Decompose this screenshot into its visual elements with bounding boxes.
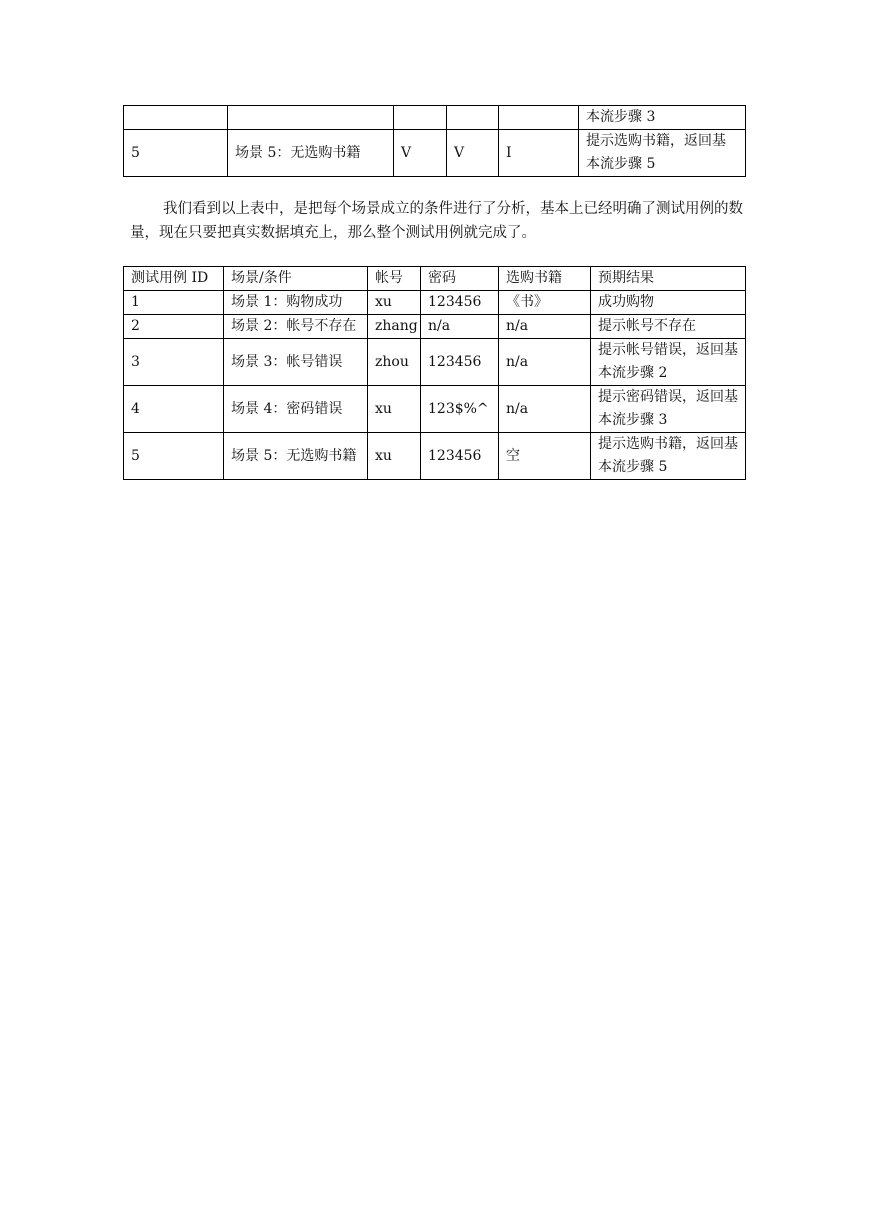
column-header: 帐号: [368, 267, 421, 291]
table-cell: 空: [499, 433, 591, 480]
table-cell: 提示选购书籍，返回基本流步骤 5: [591, 433, 746, 480]
table-cell: n/a: [499, 339, 591, 386]
table-cell: zhou: [368, 339, 421, 386]
table-cell: 本流步骤 3: [579, 106, 746, 130]
table-row: [124, 130, 746, 177]
table-cell: n/a: [421, 315, 499, 339]
table-cell: I: [499, 130, 579, 177]
table-cell: [447, 106, 499, 130]
table-row: [124, 386, 746, 433]
table-cell: 场景 5：无选购书籍: [228, 130, 394, 177]
column-header: 场景/条件: [224, 267, 368, 291]
table-cell: [124, 106, 228, 130]
table-cell: 场景 4：密码错误: [224, 386, 368, 433]
table-cell: 123456: [421, 433, 499, 480]
table-cell: 1: [124, 291, 224, 315]
table-cell: V: [447, 130, 499, 177]
condition-table-continued: [123, 105, 746, 177]
table-cell: 123456: [421, 291, 499, 315]
table-row: [124, 339, 746, 386]
column-header: 密码: [421, 267, 499, 291]
table-row: [124, 106, 746, 130]
table-cell: 5: [124, 130, 228, 177]
table-cell: [228, 106, 394, 130]
table-cell: 提示帐号错误，返回基本流步骤 2: [591, 339, 746, 386]
column-header: 预期结果: [591, 267, 746, 291]
table-header-row: [124, 267, 746, 291]
table-row: [124, 291, 746, 315]
column-header: 选购书籍: [499, 267, 591, 291]
table-cell: V: [394, 130, 447, 177]
table-row: [124, 433, 746, 480]
table-cell: 场景 2：帐号不存在: [224, 315, 368, 339]
table-cell: xu: [368, 433, 421, 480]
table-cell: 场景 5：无选购书籍: [224, 433, 368, 480]
table-cell: 提示密码错误，返回基本流步骤 3: [591, 386, 746, 433]
table-cell: 5: [124, 433, 224, 480]
table-cell: xu: [368, 291, 421, 315]
table-cell: 成功购物: [591, 291, 746, 315]
table-cell: 123$%^: [421, 386, 499, 433]
table-cell: n/a: [499, 315, 591, 339]
table-row: [124, 315, 746, 339]
body-paragraph: 我们看到以上表中，是把每个场景成立的条件进行了分析，基本上已经明确了测试用例的数量，现在只要把真实数据填充上，那么整个测试用例就完成了。: [130, 201, 743, 241]
test-case-table: [123, 266, 746, 480]
table-cell: [499, 106, 579, 130]
table-cell: 场景 3：帐号错误: [224, 339, 368, 386]
table-cell: 场景 1：购物成功: [224, 291, 368, 315]
table-cell: 2: [124, 315, 224, 339]
table-cell: 提示帐号不存在: [591, 315, 746, 339]
column-header: 测试用例 ID: [124, 267, 224, 291]
table-cell: 123456: [421, 339, 499, 386]
table-cell: 4: [124, 386, 224, 433]
table-cell: 3: [124, 339, 224, 386]
table-cell: 《书》: [499, 291, 591, 315]
table-cell: 提示选购书籍，返回基本流步骤 5: [579, 130, 746, 177]
table-cell: [394, 106, 447, 130]
table-cell: xu: [368, 386, 421, 433]
table-cell: zhang: [368, 315, 421, 339]
table-cell: n/a: [499, 386, 591, 433]
